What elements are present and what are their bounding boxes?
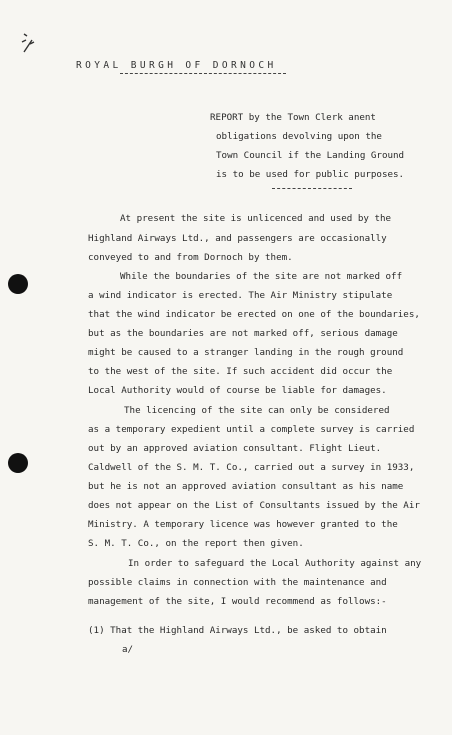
body-line: S. M. T. Co., on the report then given. <box>88 538 304 549</box>
body-line: but he is not an approved aviation consultant as his name <box>88 481 404 492</box>
body-line: Caldwell of the S. M. T. Co., carried out a survey in 1933, <box>88 462 415 473</box>
body-line: might be caused to a stranger landing in the rough ground <box>88 347 404 358</box>
body-line: Highland Airways Ltd., and passengers are occasionally <box>88 233 387 244</box>
punch-hole-bottom <box>8 453 28 473</box>
body-line: but as the boundaries are not marked off, serious damage <box>88 328 398 339</box>
body-line: that the wind indicator be erected on one of the boundaries, <box>88 309 420 320</box>
body-line: The licencing of the site can only be considered <box>124 405 390 416</box>
heading-line: REPORT by the Town Clerk anent <box>210 112 376 123</box>
handwritten-mark-icon <box>18 30 40 58</box>
body-line: (1) That the Highland Airways Ltd., be asked to obtain <box>88 625 387 636</box>
body-line: to the west of the site. If such accident did occur the <box>88 366 393 377</box>
heading-line: obligations devolving upon the <box>216 131 382 142</box>
document-title: ROYAL BURGH OF DORNOCH <box>76 60 277 71</box>
body-line: While the boundaries of the site are not marked off <box>120 271 403 282</box>
body-line: Local Authority would of course be liable for damages. <box>88 385 387 396</box>
report-heading <box>210 108 425 184</box>
body-line: does not appear on the List of Consultants issued by the Air <box>88 500 420 511</box>
heading-line: is to be used for public purposes. <box>216 169 405 180</box>
body-line: out by an approved aviation consultant. Flight Lieut. <box>88 443 382 454</box>
body-line: as a temporary expedient until a complete survey is carried <box>88 424 415 435</box>
body-line: a wind indicator is erected. The Air Ministry stipulate <box>88 290 393 301</box>
body-line: possible claims in connection with the maintenance and <box>88 577 387 588</box>
heading-line: Town Council if the Landing Ground <box>216 150 405 161</box>
continuation-mark: a/ <box>122 644 134 655</box>
body-line: conveyed to and from Dornoch by them. <box>88 252 293 263</box>
punch-hole-top <box>8 274 28 294</box>
body-line: management of the site, I would recommend as follows:- <box>88 596 387 607</box>
body-line: At present the site is unlicenced and used by the <box>120 213 392 224</box>
heading-underline <box>272 188 352 189</box>
body-line: Ministry. A temporary licence was however granted to the <box>88 519 398 530</box>
body-line: In order to safeguard the Local Authority against any <box>128 558 422 569</box>
title-underline <box>120 73 286 74</box>
